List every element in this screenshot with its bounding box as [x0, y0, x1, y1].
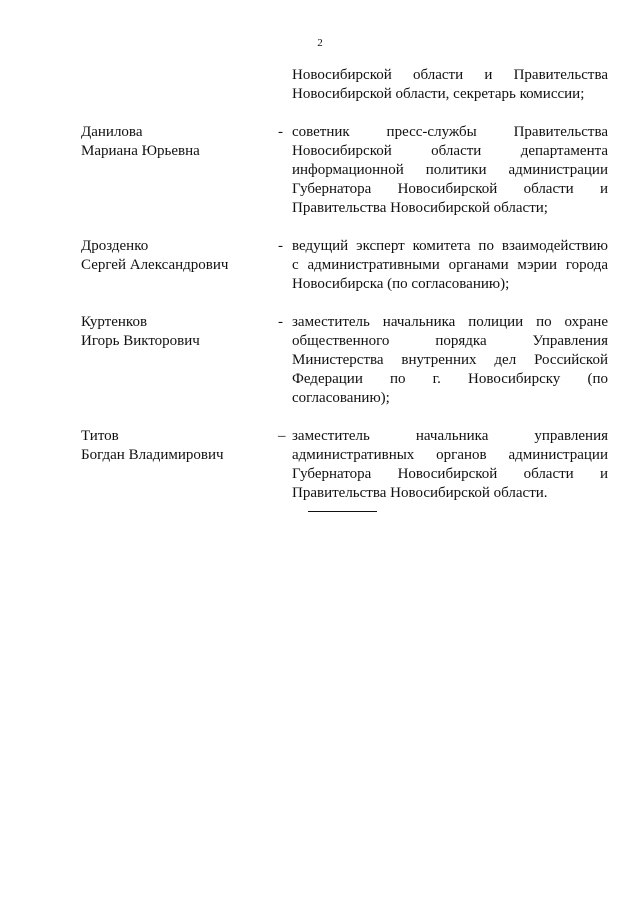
- position-line: советник пресс-службы Правительства: [292, 124, 608, 140]
- entry-dash: -: [278, 124, 283, 140]
- position-line: Губернатора Новосибирской области и: [292, 181, 608, 197]
- member-position: [292, 237, 608, 294]
- member-entry-danilova: [81, 123, 608, 218]
- position-line: Губернатора Новосибирской области и: [292, 466, 608, 482]
- entry-dash: –: [278, 428, 286, 444]
- position-line: административных органов администрации: [292, 447, 608, 463]
- position-line: Правительства Новосибирской области.: [292, 485, 548, 501]
- member-entry-kurtenkov: [81, 313, 608, 408]
- member-surname: Куртенков: [81, 314, 148, 330]
- position-line: ведущий эксперт комитета по взаимодействию: [292, 238, 608, 254]
- position-line: общественного порядка Управления: [292, 333, 608, 349]
- position-line: Новосибирской области, секретарь комиссии;: [292, 86, 585, 102]
- entry-dash: -: [278, 314, 283, 330]
- position-line: Министерства внутренних дел Российской: [292, 352, 608, 368]
- member-surname: Дрозденко: [81, 238, 149, 254]
- member-entry-drozdenko: [81, 237, 608, 294]
- member-position: [292, 427, 608, 503]
- member-surname: Данилова: [81, 124, 143, 140]
- member-given-names: Сергей Александрович: [81, 257, 229, 273]
- position-line: согласованию);: [292, 390, 390, 406]
- position-line: Новосибирской области и Правительства: [292, 67, 608, 83]
- member-name: [81, 66, 278, 104]
- member-name: [81, 313, 278, 408]
- position-line: Федерации по г. Новосибирску (по: [292, 371, 608, 387]
- entry-dash: [278, 66, 292, 104]
- member-name: [81, 123, 278, 218]
- member-entry-titov: [81, 427, 608, 503]
- member-name: [81, 237, 278, 294]
- member-given-names: Игорь Викторович: [81, 333, 200, 349]
- position-line: Новосибирска (по согласованию);: [292, 276, 510, 292]
- position-line: заместитель начальника полиции по охране: [292, 314, 608, 330]
- position-line: Правительства Новосибирской области;: [292, 200, 548, 216]
- position-line: информационной политики администрации: [292, 162, 608, 178]
- member-given-names: Богдан Владимирович: [81, 447, 224, 463]
- end-separator-line: [308, 511, 377, 512]
- position-line: Новосибирской области департамента: [292, 143, 608, 159]
- position-line: заместитель начальника управления: [292, 428, 608, 444]
- entry-dash: -: [278, 238, 283, 254]
- member-name: [81, 427, 278, 503]
- member-position: [292, 66, 608, 104]
- member-position: [292, 313, 608, 408]
- member-surname: Титов: [81, 428, 119, 444]
- member-given-names: Мариана Юрьевна: [81, 143, 200, 159]
- member-entry-continuation: [81, 66, 608, 104]
- member-position: [292, 123, 608, 218]
- position-line: с административными органами мэрии города: [292, 257, 608, 273]
- commission-members-list: [81, 66, 608, 522]
- page-number: 2: [317, 37, 323, 49]
